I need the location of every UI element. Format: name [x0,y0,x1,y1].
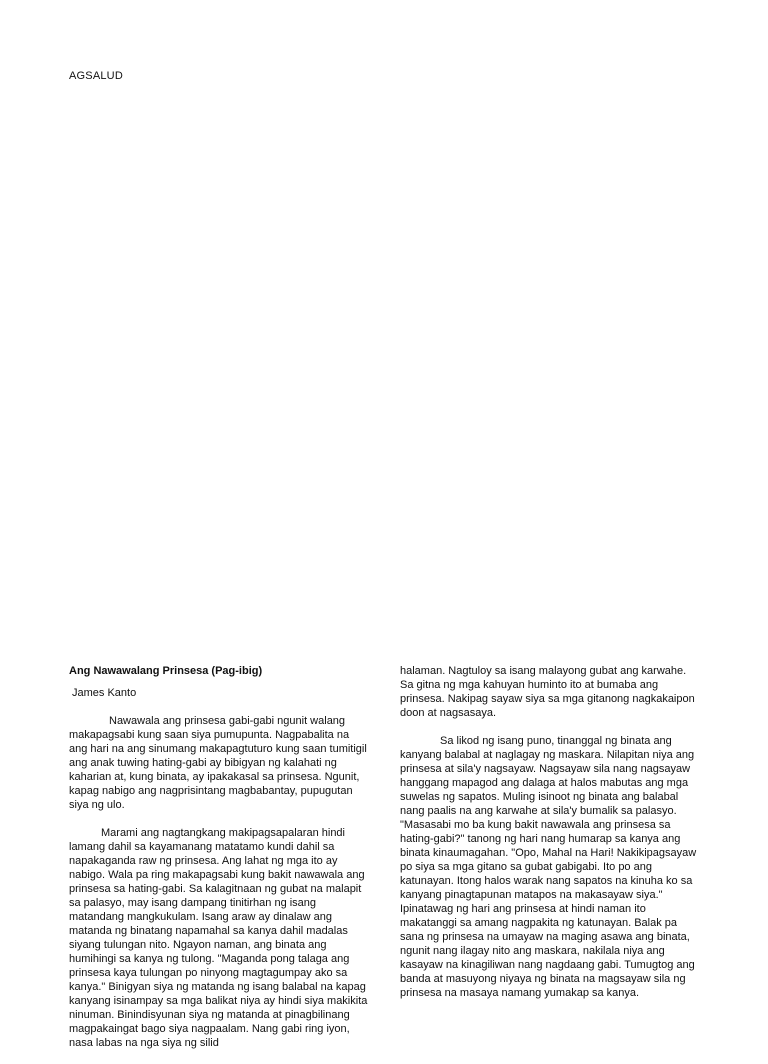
paragraph: Marami ang nagtangkang makipagsapalaran hindi lamang dahil sa kayamanang matatamo kundi dahil sa napakaganda raw ng prinsesa. Ang lahat ng mga ito ay nabigo. Wala pa ring makapagsabi kung bakit nawawala ang prinsesa sa hating-gabi. Sa kalagitnaan ng gubat na malapit sa palasyo, may isang dampang tinitirhan ng isang matandang mangkukulam. Isang araw ay dinalaw ang matanda ng binatang napamahal sa kanya dahil madalas siyang tulungan nito. Ngayon naman, ang binata ang humihingi sa kanya ng tulong. "Maganda pong talaga ang prinsesa kaya tulungan po ninyong magtagumpay ako sa kanya." Binigyan siya ng matanda ng isang balabal na kapag kanyang isinampay sa mga balikat niya ay hindi siya makikita ninuman. Binindisyunan siya ng matanda at pinagbilinang magpakaingat bago siya nagpaalam. Nang gabi ring iyon, nasa labas na nga siya ng silid [69,827,368,1049]
story-title: Ang Nawawalang Prinsesa (Pag-ibig) [69,665,263,677]
paragraph: halaman. Nagtuloy sa isang malayong gubat ang karwahe. Sa gitna ng mga kahuyan huminto ito at bumaba ang prinsesa. Nakipag sayaw siya sa mga gitanong nagkakaipon doon at nagsasaya. [400,665,707,719]
paragraph: Nawawala ang prinsesa gabi-gabi ngunit walang makapagsabi kung saan siya pumupunta. Nagpabalita na ang hari na ang sinumang makapagtuturo kung saan tumitigil ang anak tuwing hating-gabi ay bibigyan ng kalahati ng kaharian at, kung binata, ay ipakakasal sa prinsesa. Ngunit, kapag nabigo ang nagprisintang magbabantay, pupugutan siya ng ulo. [69,715,367,811]
right-column [400,664,707,1014]
left-column [69,664,369,1064]
paragraph: Sa likod ng isang puno, tinanggal ng binata ang kanyang balabal at naglagay ng maskara. Nilapitan niya ang prinsesa at sila'y nagsayaw. Nagsayaw sila nang nagsayaw hanggang mapagod ang dalaga at halos mabutas ang mga suwelas ng sapatos. Muling isinoot ng binata ang balabal nang paalis na ang karwahe at sila'y bumalik sa palasyo. "Masasabi mo ba kung bakit nawawala ang prinsesa sa hating-gabi?" tanong ng hari nang humarap sa kanya ang binata kinaumagahan. "Opo, Mahal na Hari! Nakikipagsayaw po siya sa mga gitano sa gubat gabigabi. Ito po ang katunayan. Itong halos warak nang sapatos na kinuha ko sa kanyang pinagtapunan matapos na makasayaw siya." Ipinatawag ng hari ang prinsesa at hindi naman ito makatanggi sa amang nagpakita ng katunayan. Balak pa sana ng prinsesa na umayaw na maging asawa ang binata, ngunit nang ilagay nito ang maskara, nakilala niya ang kasayaw na kinagiliwan nang nagdaang gabi. Tumugtog ang banda at masuyong niyaya ng binata na magsayaw sila ng prinsesa na masaya namang yumakap sa kanya. [400,735,697,999]
document-header: AGSALUD [69,70,123,82]
story-author: James Kanto [72,687,137,699]
